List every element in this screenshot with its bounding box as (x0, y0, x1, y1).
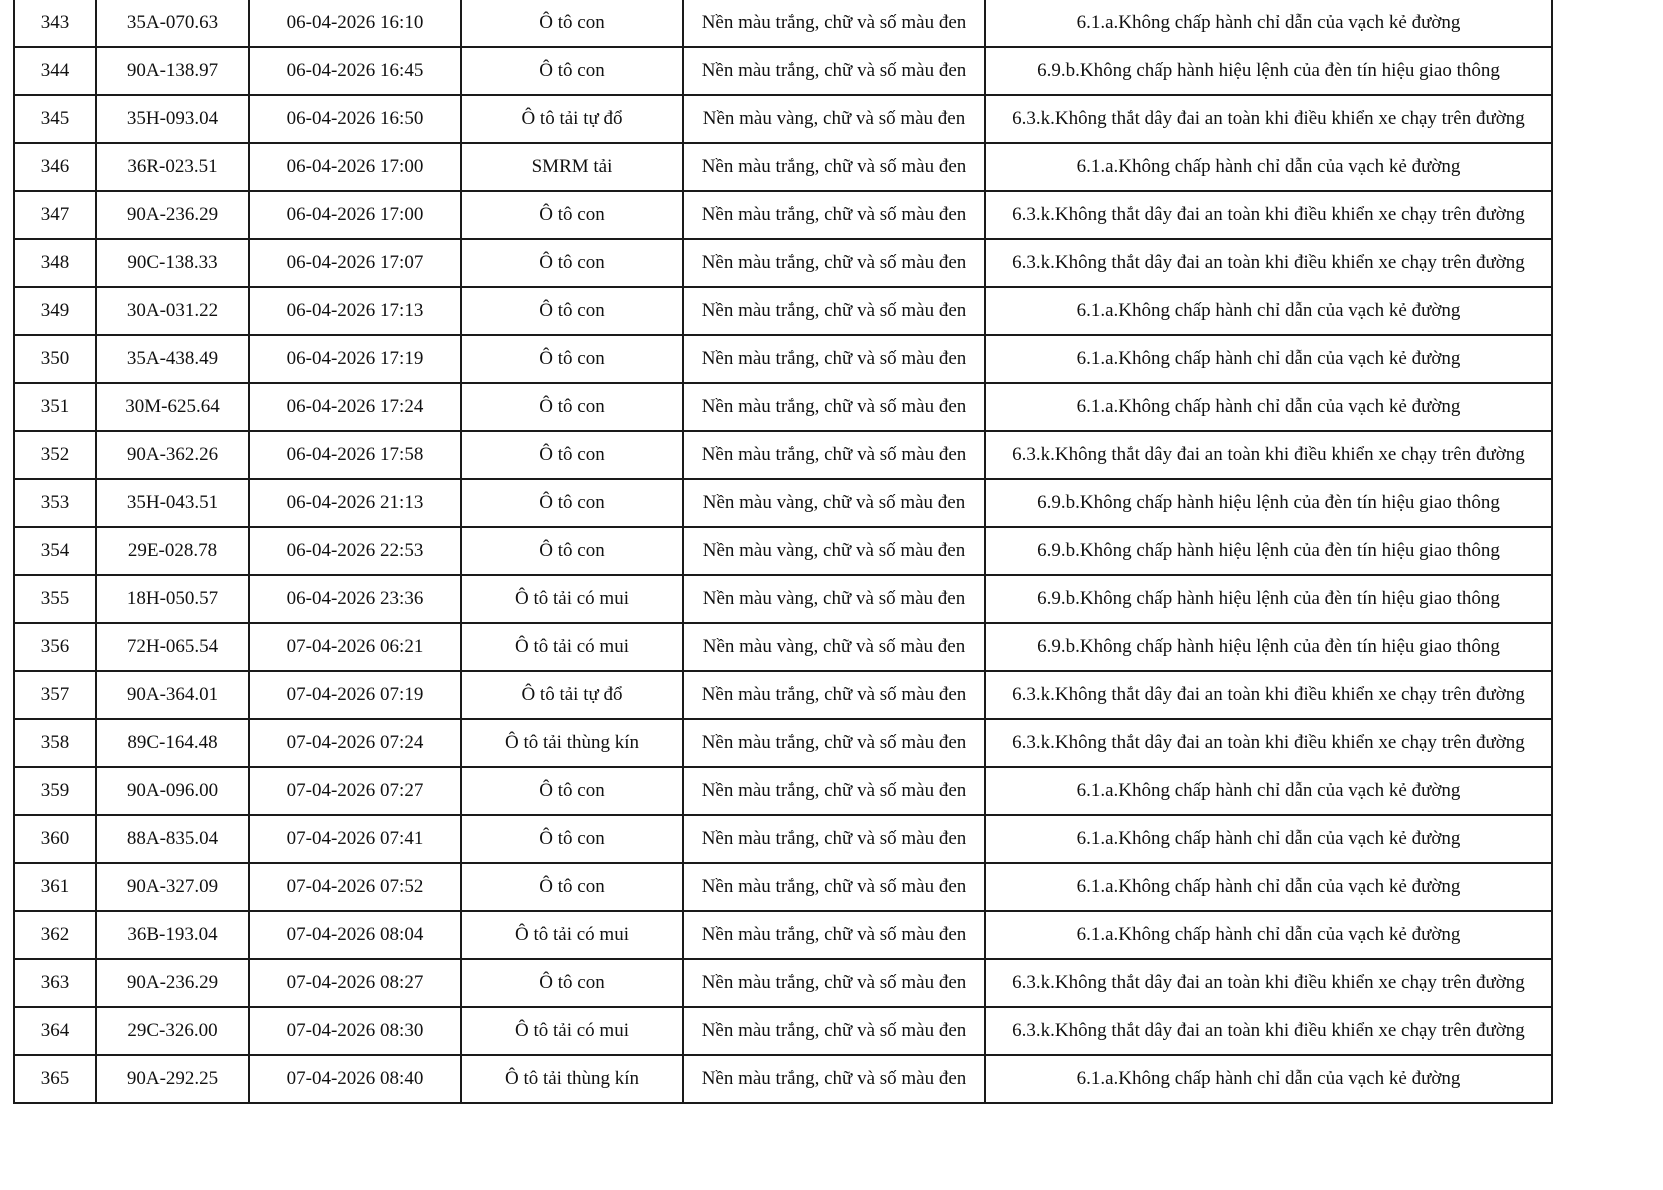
violation-description-cell: 6.1.a.Không chấp hành chỉ dẫn của vạch kẻ đường (985, 815, 1552, 863)
violation-description-cell: 6.9.b.Không chấp hành hiệu lệnh của đèn tín hiệu giao thông (985, 479, 1552, 527)
table-row (14, 479, 1552, 527)
violation-description-cell: 6.3.k.Không thắt dây đai an toàn khi điều khiển xe chạy trên đường (985, 719, 1552, 767)
vehicle-type-cell: Ô tô tải thùng kín (461, 719, 683, 767)
license-plate-cell: 30A-031.22 (96, 287, 249, 335)
vehicle-type-cell: Ô tô con (461, 959, 683, 1007)
plate-color-cell: Nền màu trắng, chữ và số màu đen (683, 863, 985, 911)
plate-color-cell: Nền màu trắng, chữ và số màu đen (683, 959, 985, 1007)
license-plate-cell: 29E-028.78 (96, 527, 249, 575)
table-row (14, 0, 1552, 47)
row-number-cell: 344 (14, 47, 96, 95)
violation-time-cell: 06-04-2026 17:00 (249, 143, 461, 191)
row-number-cell: 358 (14, 719, 96, 767)
row-number-cell: 347 (14, 191, 96, 239)
vehicle-type-cell: Ô tô con (461, 0, 683, 47)
vehicle-type-cell: Ô tô tải có mui (461, 911, 683, 959)
row-number-cell: 357 (14, 671, 96, 719)
violation-time-cell: 06-04-2026 17:07 (249, 239, 461, 287)
violation-description-cell: 6.1.a.Không chấp hành chỉ dẫn của vạch kẻ đường (985, 335, 1552, 383)
row-number-cell: 361 (14, 863, 96, 911)
plate-color-cell: Nền màu trắng, chữ và số màu đen (683, 815, 985, 863)
license-plate-cell: 90C-138.33 (96, 239, 249, 287)
license-plate-cell: 90A-364.01 (96, 671, 249, 719)
violation-description-cell: 6.3.k.Không thắt dây đai an toàn khi điều khiển xe chạy trên đường (985, 431, 1552, 479)
plate-color-cell: Nền màu trắng, chữ và số màu đen (683, 383, 985, 431)
license-plate-cell: 90A-327.09 (96, 863, 249, 911)
table-row (14, 575, 1552, 623)
row-number-cell: 343 (14, 0, 96, 47)
table-row (14, 431, 1552, 479)
violation-time-cell: 07-04-2026 07:41 (249, 815, 461, 863)
violation-time-cell: 07-04-2026 08:30 (249, 1007, 461, 1055)
table-row (14, 191, 1552, 239)
table-row (14, 335, 1552, 383)
license-plate-cell: 35H-093.04 (96, 95, 249, 143)
row-number-cell: 362 (14, 911, 96, 959)
violation-description-cell: 6.3.k.Không thắt dây đai an toàn khi điều khiển xe chạy trên đường (985, 191, 1552, 239)
table-row (14, 623, 1552, 671)
row-number-cell: 353 (14, 479, 96, 527)
violation-time-cell: 06-04-2026 17:00 (249, 191, 461, 239)
violation-time-cell: 06-04-2026 17:24 (249, 383, 461, 431)
violation-time-cell: 07-04-2026 07:27 (249, 767, 461, 815)
vehicle-type-cell: Ô tô con (461, 815, 683, 863)
violation-description-cell: 6.3.k.Không thắt dây đai an toàn khi điều khiển xe chạy trên đường (985, 95, 1552, 143)
vehicle-type-cell: Ô tô tải tự đổ (461, 671, 683, 719)
vehicle-type-cell: Ô tô con (461, 767, 683, 815)
license-plate-cell: 90A-138.97 (96, 47, 249, 95)
plate-color-cell: Nền màu trắng, chữ và số màu đen (683, 1055, 985, 1103)
row-number-cell: 345 (14, 95, 96, 143)
vehicle-type-cell: Ô tô con (461, 239, 683, 287)
row-number-cell: 359 (14, 767, 96, 815)
plate-color-cell: Nền màu trắng, chữ và số màu đen (683, 1007, 985, 1055)
violation-time-cell: 06-04-2026 21:13 (249, 479, 461, 527)
row-number-cell: 346 (14, 143, 96, 191)
plate-color-cell: Nền màu trắng, chữ và số màu đen (683, 287, 985, 335)
license-plate-cell: 90A-236.29 (96, 191, 249, 239)
table-row (14, 239, 1552, 287)
license-plate-cell: 88A-835.04 (96, 815, 249, 863)
violation-time-cell: 07-04-2026 07:24 (249, 719, 461, 767)
vehicle-type-cell: Ô tô con (461, 335, 683, 383)
row-number-cell: 363 (14, 959, 96, 1007)
plate-color-cell: Nền màu trắng, chữ và số màu đen (683, 335, 985, 383)
violation-time-cell: 06-04-2026 17:19 (249, 335, 461, 383)
license-plate-cell: 90A-236.29 (96, 959, 249, 1007)
license-plate-cell: 90A-292.25 (96, 1055, 249, 1103)
violation-description-cell: 6.3.k.Không thắt dây đai an toàn khi điều khiển xe chạy trên đường (985, 1007, 1552, 1055)
row-number-cell: 350 (14, 335, 96, 383)
row-number-cell: 360 (14, 815, 96, 863)
violation-time-cell: 06-04-2026 16:45 (249, 47, 461, 95)
vehicle-type-cell: Ô tô tải tự đổ (461, 95, 683, 143)
violation-time-cell: 06-04-2026 17:58 (249, 431, 461, 479)
row-number-cell: 348 (14, 239, 96, 287)
table-row (14, 959, 1552, 1007)
violation-time-cell: 07-04-2026 08:04 (249, 911, 461, 959)
plate-color-cell: Nền màu vàng, chữ và số màu đen (683, 575, 985, 623)
violation-time-cell: 07-04-2026 08:27 (249, 959, 461, 1007)
violation-table (13, 0, 1553, 1104)
table-row (14, 287, 1552, 335)
violation-description-cell: 6.9.b.Không chấp hành hiệu lệnh của đèn tín hiệu giao thông (985, 623, 1552, 671)
plate-color-cell: Nền màu vàng, chữ và số màu đen (683, 527, 985, 575)
vehicle-type-cell: Ô tô tải có mui (461, 1007, 683, 1055)
violation-time-cell: 07-04-2026 08:40 (249, 1055, 461, 1103)
violation-description-cell: 6.3.k.Không thắt dây đai an toàn khi điều khiển xe chạy trên đường (985, 959, 1552, 1007)
row-number-cell: 349 (14, 287, 96, 335)
violation-time-cell: 06-04-2026 22:53 (249, 527, 461, 575)
violation-time-cell: 06-04-2026 16:50 (249, 95, 461, 143)
vehicle-type-cell: Ô tô con (461, 383, 683, 431)
violation-table-body (14, 0, 1552, 1103)
violation-time-cell: 06-04-2026 16:10 (249, 0, 461, 47)
license-plate-cell: 30M-625.64 (96, 383, 249, 431)
license-plate-cell: 72H-065.54 (96, 623, 249, 671)
row-number-cell: 352 (14, 431, 96, 479)
plate-color-cell: Nền màu trắng, chữ và số màu đen (683, 911, 985, 959)
violation-time-cell: 07-04-2026 07:52 (249, 863, 461, 911)
table-row (14, 863, 1552, 911)
row-number-cell: 364 (14, 1007, 96, 1055)
license-plate-cell: 29C-326.00 (96, 1007, 249, 1055)
row-number-cell: 355 (14, 575, 96, 623)
plate-color-cell: Nền màu vàng, chữ và số màu đen (683, 95, 985, 143)
table-row (14, 671, 1552, 719)
table-row (14, 1055, 1552, 1103)
license-plate-cell: 35H-043.51 (96, 479, 249, 527)
violation-description-cell: 6.1.a.Không chấp hành chỉ dẫn của vạch kẻ đường (985, 143, 1552, 191)
vehicle-type-cell: Ô tô con (461, 863, 683, 911)
row-number-cell: 354 (14, 527, 96, 575)
license-plate-cell: 90A-362.26 (96, 431, 249, 479)
plate-color-cell: Nền màu trắng, chữ và số màu đen (683, 431, 985, 479)
plate-color-cell: Nền màu trắng, chữ và số màu đen (683, 671, 985, 719)
plate-color-cell: Nền màu trắng, chữ và số màu đen (683, 191, 985, 239)
plate-color-cell: Nền màu trắng, chữ và số màu đen (683, 767, 985, 815)
vehicle-type-cell: Ô tô tải có mui (461, 623, 683, 671)
row-number-cell: 365 (14, 1055, 96, 1103)
table-row (14, 143, 1552, 191)
table-row (14, 719, 1552, 767)
table-row (14, 383, 1552, 431)
violation-description-cell: 6.1.a.Không chấp hành chỉ dẫn của vạch kẻ đường (985, 863, 1552, 911)
row-number-cell: 356 (14, 623, 96, 671)
table-row (14, 911, 1552, 959)
table-row (14, 95, 1552, 143)
vehicle-type-cell: Ô tô tải thùng kín (461, 1055, 683, 1103)
plate-color-cell: Nền màu vàng, chữ và số màu đen (683, 479, 985, 527)
license-plate-cell: 35A-070.63 (96, 0, 249, 47)
violation-description-cell: 6.9.b.Không chấp hành hiệu lệnh của đèn tín hiệu giao thông (985, 47, 1552, 95)
violation-description-cell: 6.9.b.Không chấp hành hiệu lệnh của đèn tín hiệu giao thông (985, 527, 1552, 575)
vehicle-type-cell: Ô tô con (461, 527, 683, 575)
plate-color-cell: Nền màu trắng, chữ và số màu đen (683, 0, 985, 47)
violation-time-cell: 07-04-2026 07:19 (249, 671, 461, 719)
violation-description-cell: 6.1.a.Không chấp hành chỉ dẫn của vạch kẻ đường (985, 767, 1552, 815)
vehicle-type-cell: Ô tô tải có mui (461, 575, 683, 623)
plate-color-cell: Nền màu trắng, chữ và số màu đen (683, 719, 985, 767)
license-plate-cell: 18H-050.57 (96, 575, 249, 623)
violation-time-cell: 06-04-2026 17:13 (249, 287, 461, 335)
plate-color-cell: Nền màu trắng, chữ và số màu đen (683, 143, 985, 191)
plate-color-cell: Nền màu vàng, chữ và số màu đen (683, 623, 985, 671)
table-row (14, 767, 1552, 815)
vehicle-type-cell: Ô tô con (461, 191, 683, 239)
violation-description-cell: 6.1.a.Không chấp hành chỉ dẫn của vạch kẻ đường (985, 911, 1552, 959)
violation-description-cell: 6.1.a.Không chấp hành chỉ dẫn của vạch kẻ đường (985, 1055, 1552, 1103)
violation-description-cell: 6.1.a.Không chấp hành chỉ dẫn của vạch kẻ đường (985, 383, 1552, 431)
table-row (14, 815, 1552, 863)
license-plate-cell: 36R-023.51 (96, 143, 249, 191)
license-plate-cell: 36B-193.04 (96, 911, 249, 959)
vehicle-type-cell: Ô tô con (461, 47, 683, 95)
vehicle-type-cell: Ô tô con (461, 431, 683, 479)
violation-time-cell: 07-04-2026 06:21 (249, 623, 461, 671)
violation-description-cell: 6.1.a.Không chấp hành chỉ dẫn của vạch kẻ đường (985, 287, 1552, 335)
violation-table-page (13, 0, 1551, 1104)
row-number-cell: 351 (14, 383, 96, 431)
vehicle-type-cell: Ô tô con (461, 287, 683, 335)
violation-time-cell: 06-04-2026 23:36 (249, 575, 461, 623)
license-plate-cell: 35A-438.49 (96, 335, 249, 383)
violation-description-cell: 6.1.a.Không chấp hành chỉ dẫn của vạch kẻ đường (985, 0, 1552, 47)
license-plate-cell: 89C-164.48 (96, 719, 249, 767)
violation-description-cell: 6.9.b.Không chấp hành hiệu lệnh của đèn tín hiệu giao thông (985, 575, 1552, 623)
violation-description-cell: 6.3.k.Không thắt dây đai an toàn khi điều khiển xe chạy trên đường (985, 671, 1552, 719)
vehicle-type-cell: SMRM tải (461, 143, 683, 191)
license-plate-cell: 90A-096.00 (96, 767, 249, 815)
table-row (14, 47, 1552, 95)
plate-color-cell: Nền màu trắng, chữ và số màu đen (683, 239, 985, 287)
vehicle-type-cell: Ô tô con (461, 479, 683, 527)
violation-description-cell: 6.3.k.Không thắt dây đai an toàn khi điều khiển xe chạy trên đường (985, 239, 1552, 287)
plate-color-cell: Nền màu trắng, chữ và số màu đen (683, 47, 985, 95)
table-row (14, 527, 1552, 575)
table-row (14, 1007, 1552, 1055)
